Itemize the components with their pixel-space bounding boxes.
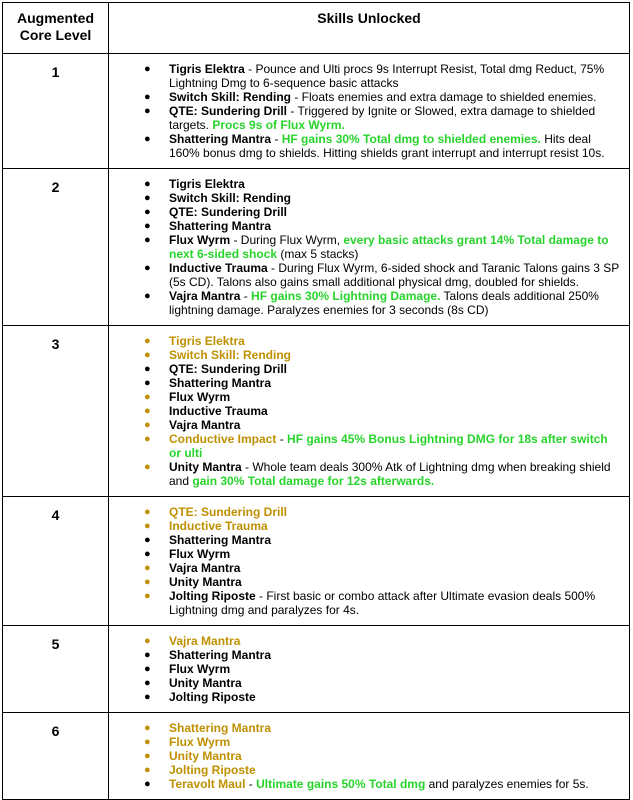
skill-list-item	[109, 547, 623, 561]
bullet-icon: ●	[144, 262, 151, 274]
skill-list-item	[109, 62, 623, 90]
skill-name: Jolting Riposte	[169, 690, 256, 704]
skill-name: Flux Wyrm	[169, 735, 231, 749]
bullet-icon: ●	[144, 290, 151, 302]
skill-name: Inductive Trauma	[169, 261, 268, 275]
skill-list-item	[109, 432, 623, 460]
skill-list-item	[109, 533, 623, 547]
skill-list-item	[109, 690, 623, 704]
skill-name: Switch Skill: Rending	[169, 348, 292, 362]
skill-highlight-text: Procs 9s of Flux Wyrm.	[212, 118, 345, 132]
table-row	[3, 713, 630, 800]
skill-description: - During Flux Wyrm,	[230, 233, 344, 247]
core-level-cell: 6	[3, 713, 109, 800]
skill-description: - First basic or combo attack after Ultimate evasion deals 500% Lightning dmg and paralyzes for 4s.	[169, 589, 596, 617]
skill-name: Shattering Mantra	[169, 219, 272, 233]
skill-list-item	[109, 261, 623, 289]
skill-name: Shattering Mantra	[169, 533, 272, 547]
skill-description: -	[276, 432, 288, 446]
bullet-icon: ●	[144, 335, 151, 347]
skill-name: Shattering Mantra	[169, 376, 272, 390]
skill-highlight-text: every basic attacks grant 14% Total damage to next 6-sided shock	[169, 233, 609, 261]
skills-cell	[109, 497, 630, 626]
bullet-icon: ●	[144, 192, 151, 204]
skill-description: Hits deal 160% bonus dmg to shields. Hitting shields grant interrupt and interrupt resist 10s.	[169, 132, 605, 160]
skills-cell	[109, 713, 630, 800]
skill-list-item	[109, 634, 623, 648]
skill-list-item	[109, 90, 623, 104]
skill-description: -	[271, 132, 282, 146]
table-row	[3, 326, 630, 497]
skill-name: Tigris Elektra	[169, 334, 245, 348]
skill-description: - Whole team deals 300% Atk of Lightning dmg when breaking shield and	[169, 460, 611, 488]
skill-highlight-text: Ultimate gains 50% Total dmg	[256, 777, 426, 791]
skill-name: Switch Skill: Rending	[169, 191, 292, 205]
skill-list-item	[109, 648, 623, 662]
skill-list-item	[109, 362, 623, 376]
skill-list-item	[109, 177, 623, 191]
skill-name: QTE: Sundering Drill	[169, 505, 288, 519]
skill-name: QTE: Sundering Drill	[169, 362, 288, 376]
skill-list-item	[109, 460, 623, 488]
bullet-icon: ●	[144, 691, 151, 703]
skill-list-item	[109, 763, 623, 777]
bullet-icon: ●	[144, 506, 151, 518]
skill-list	[109, 721, 623, 791]
document-page	[2, 2, 630, 800]
skill-highlight-text: HF gains 30% Total dmg to shielded enemies.	[281, 132, 541, 146]
bullet-icon: ●	[144, 736, 151, 748]
skill-list-item	[109, 104, 623, 132]
skill-name: Conductive Impact	[169, 432, 277, 446]
skill-name: Jolting Riposte	[169, 763, 256, 777]
core-level-cell: 4	[3, 497, 109, 626]
bullet-icon: ●	[144, 534, 151, 546]
skills-cell	[109, 626, 630, 713]
skill-list-item	[109, 589, 623, 617]
bullet-icon: ●	[144, 764, 151, 776]
skill-list-item	[109, 561, 623, 575]
bullet-icon: ●	[144, 433, 151, 445]
skill-name: Unity Mantra	[169, 575, 242, 589]
bullet-icon: ●	[144, 649, 151, 661]
bullet-icon: ●	[144, 349, 151, 361]
bullet-icon: ●	[144, 178, 151, 190]
bullet-icon: ●	[144, 133, 151, 145]
skills-cell	[109, 54, 630, 169]
skill-list-item	[109, 191, 623, 205]
skill-list	[109, 177, 623, 317]
bullet-icon: ●	[144, 590, 151, 602]
skill-description: - Floats enemies and extra damage to shielded enemies.	[291, 90, 597, 104]
core-level-cell: 5	[3, 626, 109, 713]
skill-name: Flux Wyrm	[169, 233, 231, 247]
skill-list-item	[109, 132, 623, 160]
skill-name: Vajra Mantra	[169, 289, 241, 303]
skill-list-item	[109, 749, 623, 763]
bullet-icon: ●	[144, 63, 151, 75]
skill-name: Flux Wyrm	[169, 547, 231, 561]
table-row	[3, 497, 630, 626]
bullet-icon: ●	[144, 105, 151, 117]
table-row	[3, 169, 630, 326]
skill-name: Flux Wyrm	[169, 390, 231, 404]
skill-highlight-text: HF gains 45% Bonus Lightning DMG for 18s after switch or ulti	[169, 432, 608, 460]
table-row	[3, 626, 630, 713]
skill-name: Tigris Elektra	[169, 62, 245, 76]
core-level-cell: 2	[3, 169, 109, 326]
skill-name: Vajra Mantra	[169, 561, 241, 575]
skill-list-item	[109, 376, 623, 390]
skill-name: Shattering Mantra	[169, 721, 272, 735]
skill-list-item	[109, 721, 623, 735]
bullet-icon: ●	[144, 234, 151, 246]
bullet-icon: ●	[144, 405, 151, 417]
table-row	[3, 54, 630, 169]
skill-list-item	[109, 418, 623, 432]
skill-name: Unity Mantra	[169, 460, 242, 474]
skill-name: QTE: Sundering Drill	[169, 205, 288, 219]
skill-list-item	[109, 662, 623, 676]
skill-list	[109, 634, 623, 704]
skill-name: Unity Mantra	[169, 749, 242, 763]
skill-name: Inductive Trauma	[169, 404, 268, 418]
skill-highlight-text: HF gains 30% Lightning Damage.	[251, 289, 441, 303]
skill-list-item	[109, 390, 623, 404]
bullet-icon: ●	[144, 461, 151, 473]
bullet-icon: ●	[144, 391, 151, 403]
skill-list-item	[109, 777, 623, 791]
bullet-icon: ●	[144, 562, 151, 574]
bullet-icon: ●	[144, 520, 151, 532]
skill-list-item	[109, 219, 623, 233]
bullet-icon: ●	[144, 419, 151, 431]
skill-highlight-text: gain 30% Total damage for 12s afterwards.	[192, 474, 435, 488]
skill-list	[109, 62, 623, 160]
skill-list-item	[109, 404, 623, 418]
skill-list-item	[109, 505, 623, 519]
skill-name: Flux Wyrm	[169, 662, 231, 676]
skill-description: and paralyzes enemies for 5s.	[425, 777, 589, 791]
bullet-icon: ●	[144, 778, 151, 790]
skills-cell	[109, 169, 630, 326]
bullet-icon: ●	[144, 677, 151, 689]
skill-name: Shattering Mantra	[169, 132, 272, 146]
skill-list-item	[109, 735, 623, 749]
skill-list-item	[109, 205, 623, 219]
skill-list	[109, 334, 623, 488]
skill-list-item	[109, 676, 623, 690]
header-skills-unlocked: Skills Unlocked	[109, 3, 630, 54]
skill-name: Teravolt Maul	[169, 777, 246, 791]
skill-description: -	[245, 777, 257, 791]
skill-name: Vajra Mantra	[169, 634, 241, 648]
skill-description: - Triggered by Ignite or Slowed, extra damage to shielded targets.	[169, 104, 596, 132]
skill-name: Jolting Riposte	[169, 589, 256, 603]
bullet-icon: ●	[144, 363, 151, 375]
skill-name: Switch Skill: Rending	[169, 90, 292, 104]
skill-name: Shattering Mantra	[169, 648, 272, 662]
table-header-row	[3, 3, 630, 54]
skill-description: (max 5 stacks)	[277, 247, 359, 261]
bullet-icon: ●	[144, 576, 151, 588]
skill-description: - Pounce and Ulti procs 9s Interrupt Resist, Total dmg Reduct, 75% Lightning Dmg to 6-sequence basic attacks	[169, 62, 605, 90]
skill-name: Inductive Trauma	[169, 519, 268, 533]
skill-list-item	[109, 233, 623, 261]
skill-list-item	[109, 334, 623, 348]
skill-description: Talons deals additional 250% lightning damage. Paralyzes enemies for 3 seconds (8s CD)	[169, 289, 599, 317]
core-level-cell: 3	[3, 326, 109, 497]
skill-list-item	[109, 519, 623, 533]
skills-cell	[109, 326, 630, 497]
skill-list	[109, 505, 623, 617]
bullet-icon: ●	[144, 750, 151, 762]
skill-name: Unity Mantra	[169, 676, 242, 690]
bullet-icon: ●	[144, 220, 151, 232]
skill-list-item	[109, 575, 623, 589]
skill-description: - During Flux Wyrm, 6-sided shock and Taranic Talons gains 3 SP (5s CD). Talons also gains small additional physical dmg, doubled for shields.	[169, 261, 620, 289]
skill-name: Vajra Mantra	[169, 418, 241, 432]
skill-name: QTE: Sundering Drill	[169, 104, 288, 118]
bullet-icon: ●	[144, 377, 151, 389]
header-core-level: Augmented Core Level	[3, 3, 109, 54]
skill-description: -	[240, 289, 252, 303]
bullet-icon: ●	[144, 722, 151, 734]
bullet-icon: ●	[144, 91, 151, 103]
bullet-icon: ●	[144, 206, 151, 218]
bullet-icon: ●	[144, 548, 151, 560]
skill-list-item	[109, 289, 623, 317]
bullet-icon: ●	[144, 663, 151, 675]
bullet-icon: ●	[144, 635, 151, 647]
skill-name: Tigris Elektra	[169, 177, 245, 191]
core-level-cell: 1	[3, 54, 109, 169]
skill-list-item	[109, 348, 623, 362]
skills-table	[2, 2, 630, 800]
